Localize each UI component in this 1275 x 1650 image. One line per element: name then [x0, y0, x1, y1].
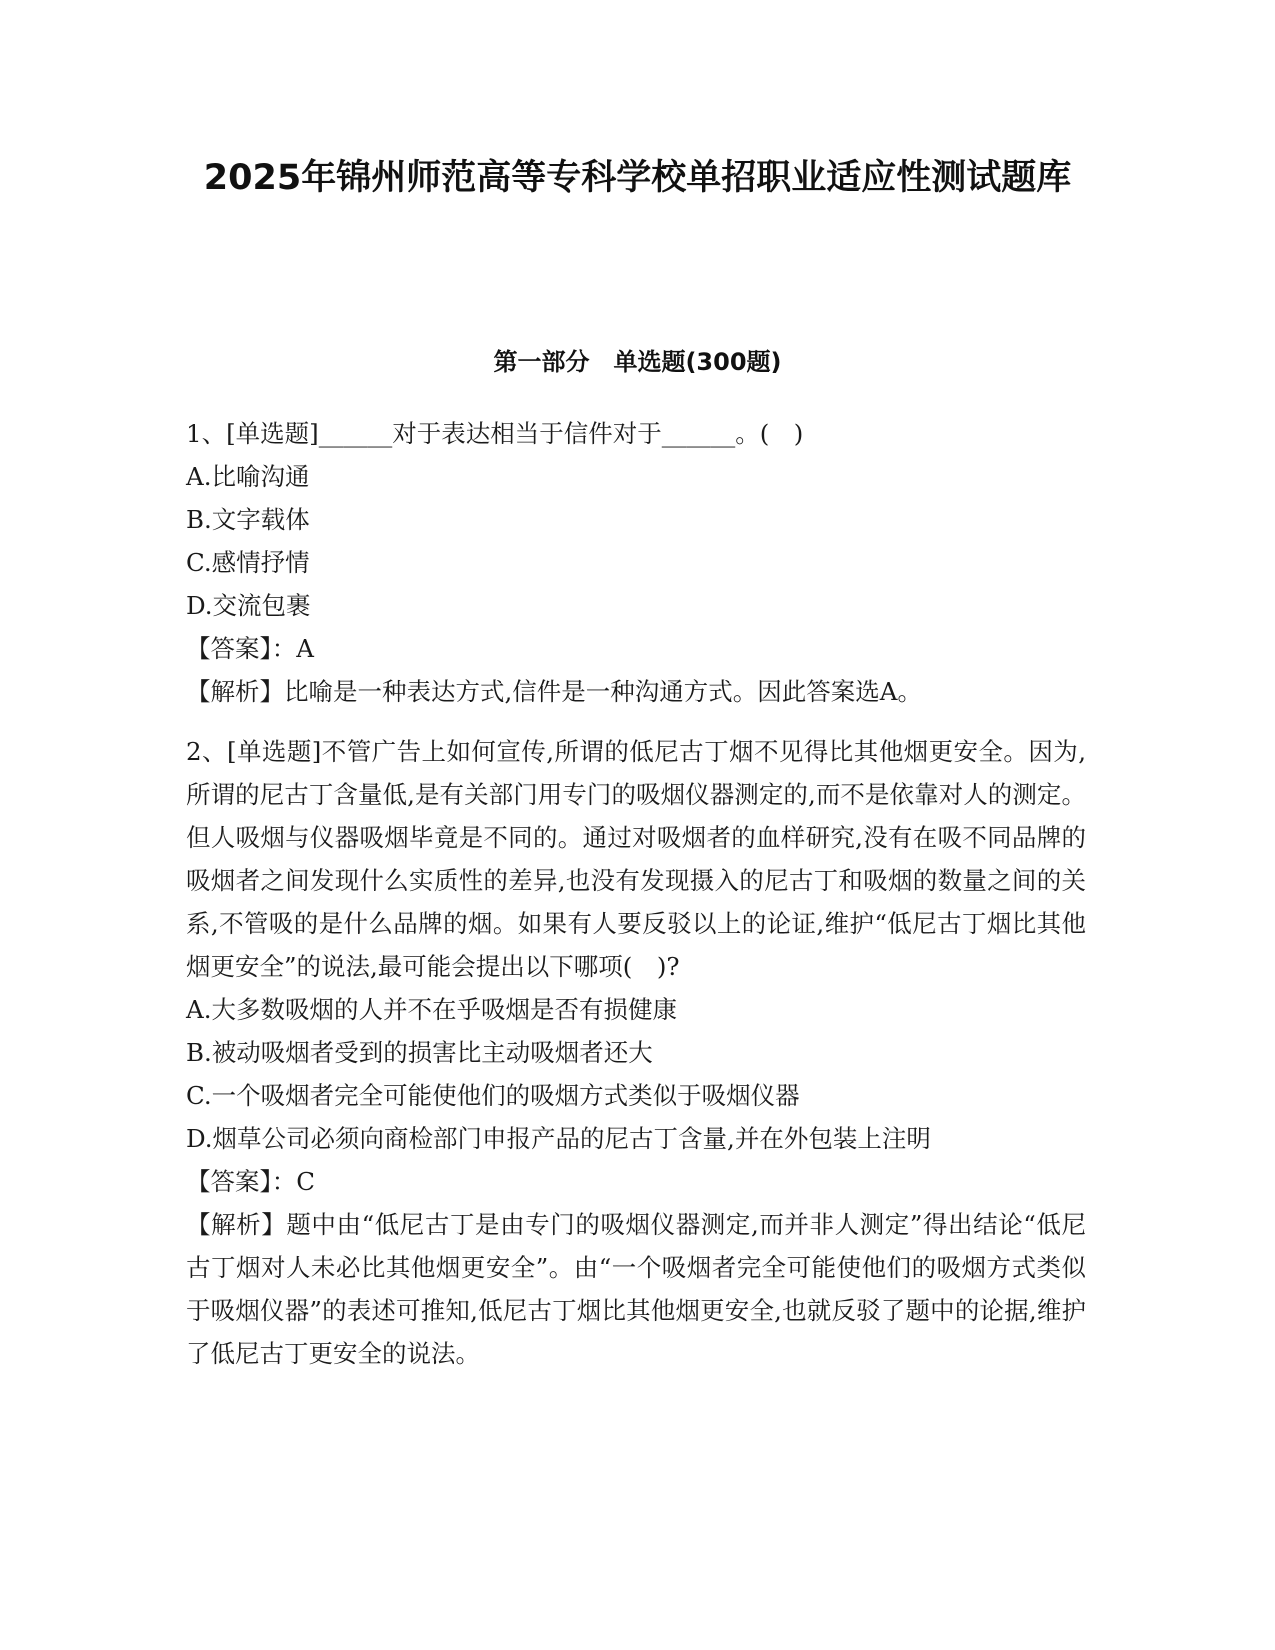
option-d: D.烟草公司必须向商检部门申报产品的尼古丁含量,并在外包装上注明	[186, 1124, 931, 1153]
option-c: C.一个吸烟者完全可能使他们的吸烟方式类似于吸烟仪器	[186, 1081, 800, 1110]
section-title: 第一部分 单选题(300题)	[493, 348, 782, 376]
question-2	[186, 730, 1086, 1375]
option-b: B.被动吸烟者受到的损害比主动吸烟者还大	[186, 1038, 653, 1067]
question-1	[186, 412, 1086, 713]
analysis: 【解析】比喻是一种表达方式,信件是一种沟通方式。因此答案选A。	[186, 677, 922, 706]
answer: 【答案】：C	[186, 1167, 315, 1196]
analysis: 【解析】题中由“低尼古丁是由专门的吸烟仪器测定,而并非人测定”得出结论“低尼古丁烟对人未必比其他烟更安全”。由“一个吸烟者完全可能使他们的吸烟方式类似于吸烟仪器”的表述可推知,低尼古丁烟比其他烟更安全,也就反驳了题中的论据,维护了低尼古丁更安全的说法。	[186, 1210, 1086, 1368]
document-title: 2025年锦州师范高等专科学校单招职业适应性测试题库	[203, 158, 1072, 198]
option-a: A.大多数吸烟的人并不在乎吸烟是否有损健康	[186, 995, 677, 1024]
question-list	[186, 412, 1086, 1375]
option-c: C.感情抒情	[186, 548, 310, 577]
answer: 【答案】：A	[186, 634, 314, 663]
option-a: A.比喻沟通	[186, 462, 310, 491]
option-b: B.文字载体	[186, 505, 310, 534]
question-stem: 2、[单选题]不管广告上如何宣传,所谓的低尼古丁烟不见得比其他烟更安全。因为,所谓的尼古丁含量低,是有关部门用专门的吸烟仪器测定的,而不是依靠对人的测定。但人吸烟与仪器吸烟毕竟是不同的。通过对吸烟者的血样研究,没有在吸不同品牌的吸烟者之间发现什么实质性的差异,也没有发现摄入的尼古丁和吸烟的数量之间的关系,不管吸的是什么品牌的烟。如果有人要反驳以上的论证,维护“低尼古丁烟比其他烟更安全”的说法,最可能会提出以下哪项( )?	[186, 737, 1086, 981]
option-d: D.交流包裹	[186, 591, 311, 620]
question-stem: 1、[单选题]______对于表达相当于信件对于______。( )	[186, 419, 804, 448]
